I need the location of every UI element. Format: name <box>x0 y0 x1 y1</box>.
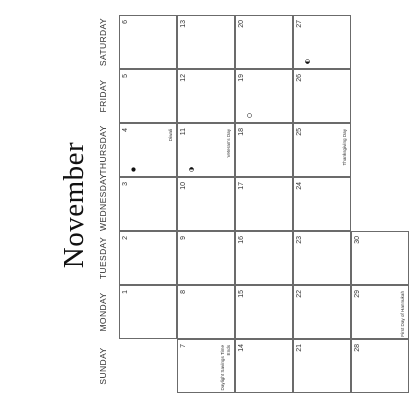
day-number: 6 <box>122 20 129 24</box>
day-number: 23 <box>296 236 303 244</box>
day-cell-3 <box>119 177 177 231</box>
day-number: 12 <box>180 74 187 82</box>
empty-cell <box>61 285 119 339</box>
day-number: 30 <box>354 236 361 244</box>
day-cell-7 <box>177 339 235 393</box>
day-cell-22 <box>293 285 351 339</box>
weekday-header-wednesday: WEDNESDAY <box>98 173 108 231</box>
day-number: 16 <box>238 236 245 244</box>
day-cell-27 <box>293 15 351 69</box>
first-quarter-moon-icon <box>181 167 186 172</box>
weekday-header-saturday: SATURDAY <box>98 17 108 67</box>
empty-cell <box>61 173 119 231</box>
day-cell-2 <box>119 231 177 285</box>
empty-cell <box>351 177 409 231</box>
day-number: 26 <box>296 74 303 82</box>
day-number: 28 <box>354 344 361 352</box>
day-cell-30 <box>351 231 409 285</box>
empty-cell <box>61 339 119 393</box>
day-number: 5 <box>122 74 129 78</box>
new-moon-icon <box>123 167 128 172</box>
day-number: 22 <box>296 290 303 298</box>
empty-cell <box>61 15 119 69</box>
day-cell-26 <box>293 69 351 123</box>
weekday-header-sunday: SUNDAY <box>98 347 108 385</box>
day-number: 7 <box>180 344 187 348</box>
day-number: 15 <box>238 290 245 298</box>
event-label: Veteran's Day <box>225 129 231 158</box>
day-number: 20 <box>238 20 245 28</box>
day-cell-23 <box>293 231 351 285</box>
day-number: 24 <box>296 182 303 190</box>
day-cell-6 <box>119 15 177 69</box>
day-cell-21 <box>293 339 351 393</box>
weekday-header-thursday: THURSDAY <box>98 125 108 175</box>
day-cell-20 <box>235 15 293 69</box>
day-number: 1 <box>122 290 129 294</box>
day-cell-13 <box>177 15 235 69</box>
day-number: 25 <box>296 128 303 136</box>
day-number: 27 <box>296 20 303 28</box>
day-cell-28 <box>351 339 409 393</box>
day-cell-9 <box>177 231 235 285</box>
empty-cell <box>351 69 409 123</box>
day-number: 14 <box>238 344 245 352</box>
day-number: 17 <box>238 182 245 190</box>
day-number: 9 <box>180 236 187 240</box>
day-cell-11 <box>177 123 235 177</box>
day-number: 13 <box>180 20 187 28</box>
weekday-header-monday: MONDAY <box>98 292 108 332</box>
day-cell-29 <box>351 285 409 339</box>
empty-cell <box>351 123 409 177</box>
day-number: 2 <box>122 236 129 240</box>
day-cell-17 <box>235 177 293 231</box>
month-title: November <box>58 141 90 269</box>
day-cell-15 <box>235 285 293 339</box>
day-cell-14 <box>235 339 293 393</box>
day-cell-12 <box>177 69 235 123</box>
day-cell-24 <box>293 177 351 231</box>
last-quarter-moon-icon <box>297 59 302 64</box>
day-number: 29 <box>354 290 361 298</box>
day-cell-25 <box>293 123 351 177</box>
event-label: Daylight Savings Time Ends <box>220 345 231 391</box>
day-number: 18 <box>238 128 245 136</box>
event-label: Thanksgiving Day <box>341 129 347 166</box>
day-number: 11 <box>180 128 187 136</box>
day-number: 8 <box>180 290 187 294</box>
day-number: 10 <box>180 182 187 190</box>
day-number: 4 <box>122 128 129 132</box>
day-number: 21 <box>296 344 303 352</box>
empty-cell <box>61 231 119 285</box>
weekday-header-tuesday: TUESDAY <box>98 236 108 280</box>
day-cell-4 <box>119 123 177 177</box>
empty-cell <box>119 339 177 393</box>
day-number: 19 <box>238 74 245 82</box>
day-cell-5 <box>119 69 177 123</box>
empty-cell <box>61 123 119 177</box>
empty-cell <box>351 15 409 69</box>
day-number: 3 <box>122 182 129 186</box>
full-moon-icon <box>239 113 244 118</box>
day-cell-1 <box>119 285 177 339</box>
event-label: First Day of Hannukah <box>399 291 405 337</box>
day-cell-18 <box>235 123 293 177</box>
empty-cell <box>61 69 119 123</box>
weekday-header-friday: FRIDAY <box>98 79 108 113</box>
event-label: Diwali <box>167 129 173 142</box>
day-cell-16 <box>235 231 293 285</box>
day-cell-19 <box>235 69 293 123</box>
day-cell-8 <box>177 285 235 339</box>
day-cell-10 <box>177 177 235 231</box>
calendar-page <box>55 15 405 395</box>
